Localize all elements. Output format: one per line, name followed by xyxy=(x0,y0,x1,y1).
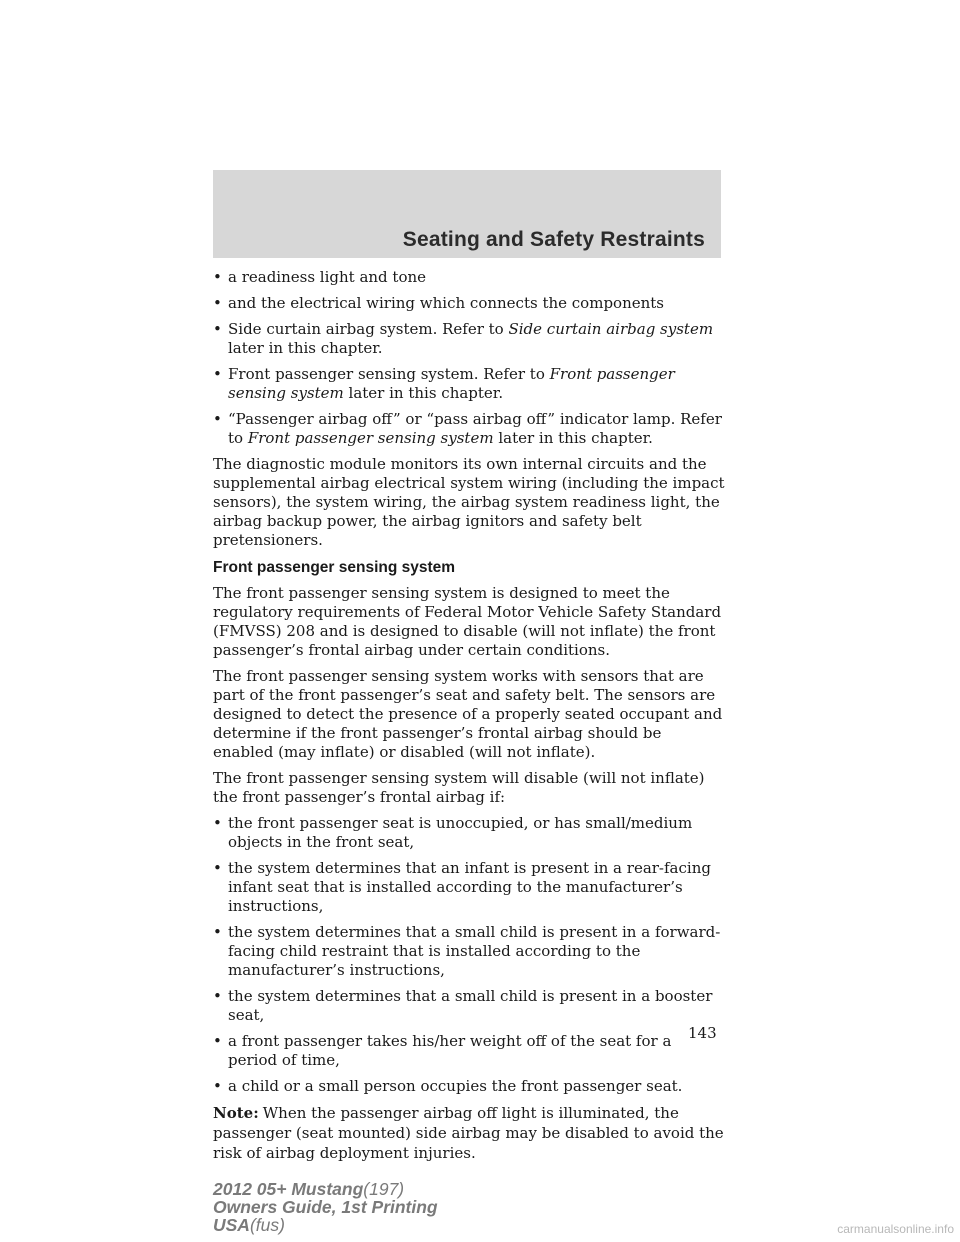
cross-reference: Front passenger sensing system xyxy=(247,429,494,447)
bullet-item: • Side curtain airbag system. Refer to Side curtain airbag system later in this chapter. xyxy=(213,320,714,357)
section-heading: Front passenger sensing system xyxy=(213,559,456,576)
bullet-dot: • xyxy=(213,814,222,832)
section-header-band xyxy=(213,170,721,258)
bullet-dot: • xyxy=(213,320,222,338)
bullet-dot: • xyxy=(213,294,222,312)
bullet-item: • the system determines that an infant is present in a rear-facing infant seat that is installed according to the manufacturer’s instructions, xyxy=(213,859,711,915)
bullet-item: • “Passenger airbag off” or “pass airbag off” indicator lamp. Refer to Front passenger sensing system later in this chapter. xyxy=(213,410,722,447)
page-content xyxy=(213,268,725,1163)
bullet-dot: • xyxy=(213,410,222,428)
section-header-title: Seating and Safety Restraints xyxy=(402,228,705,251)
bullet-dot: • xyxy=(213,1077,222,1095)
note-label: Note: xyxy=(213,1104,259,1122)
note-text: When the passenger airbag off light is illuminated, the passenger (seat mounted) side airbag may be disabled to avoid the risk of airbag deployment injuries. xyxy=(213,1104,724,1162)
bullet-item: • the system determines that a small child is present in a forward-facing child restraint that is installed according to the manufacturer’s instructions, xyxy=(213,923,721,979)
bullet-item: • and the electrical wiring which connects the components xyxy=(213,294,664,312)
page-number: 143 xyxy=(688,1024,717,1042)
bullet-dot: • xyxy=(213,1032,222,1050)
paragraph: The front passenger sensing system works with sensors that are part of the front passenger’s seat and safety belt. The sensors are designed to detect the presence of a properly seated occupant and determine if the front passenger’s frontal airbag should be enabled (may inflate) or disabled (will not inflate). xyxy=(213,667,723,761)
bullet-dot: • xyxy=(213,859,222,877)
bullet-dot: • xyxy=(213,268,222,286)
diagnostic-paragraph: The diagnostic module monitors its own internal circuits and the supplemental airbag electrical system wiring (including the impact sensors), the system wiring, the airbag system readiness light, the airbag backup power, the airbag ignitors and safety belt pretensioners. xyxy=(213,455,725,549)
bullet-dot: • xyxy=(213,923,222,941)
print-footer: 2012 05+ Mustang(197) Owners Guide, 1st Printing USA(fus) xyxy=(213,1179,438,1235)
bullet-item: • Front passenger sensing system. Refer to Front passenger sensing system later in this chapter. xyxy=(213,365,675,402)
paragraph: The front passenger sensing system is designed to meet the regulatory requirements of Federal Motor Vehicle Safety Standard (FMVSS) 208 and is designed to disable (will not inflate) the front passenger’s frontal airbag under certain conditions. xyxy=(213,584,722,659)
watermark-text: carmanualsonline.info xyxy=(837,1222,954,1236)
bullet-dot: • xyxy=(213,365,222,383)
cross-reference: Front passenger sensing system xyxy=(228,365,675,402)
bullet-item: • the front passenger seat is unoccupied, or has small/medium objects in the front seat, xyxy=(213,814,693,851)
bullet-item: • a front passenger takes his/her weight off of the seat for a period of time, xyxy=(213,1032,672,1069)
cross-reference: Side curtain airbag system xyxy=(508,320,714,338)
note-paragraph xyxy=(213,1103,725,1163)
bullet-item: • a readiness light and tone xyxy=(213,268,427,286)
bullet-item: • a child or a small person occupies the front passenger seat. xyxy=(213,1077,683,1095)
bullet-dot: • xyxy=(213,987,222,1005)
paragraph: The front passenger sensing system will disable (will not inflate) the front passenger’s frontal airbag if: xyxy=(213,769,705,806)
bullet-item: • the system determines that a small child is present in a booster seat, xyxy=(213,987,713,1024)
